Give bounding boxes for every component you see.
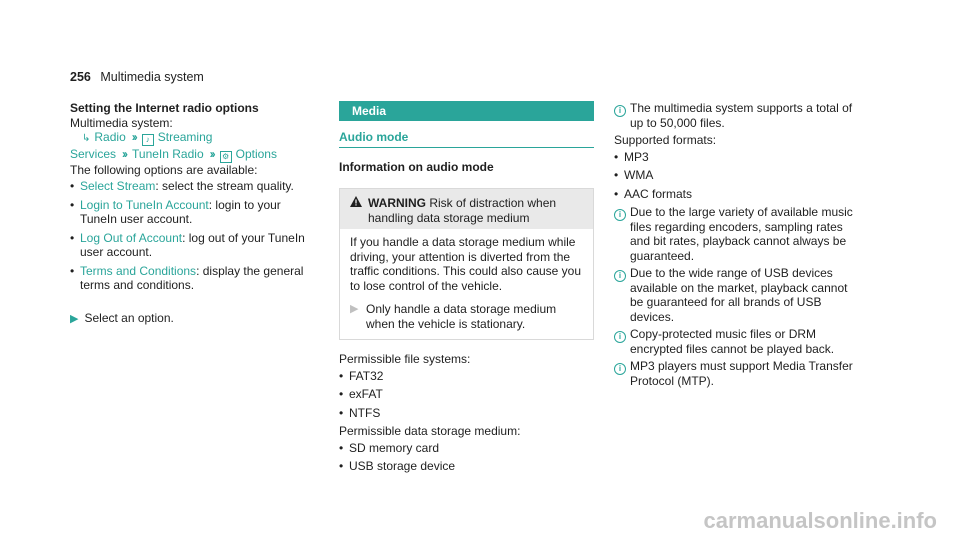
list-item: • exFAT xyxy=(339,387,594,402)
warning-risk: Risk of distraction when handling data storage medium xyxy=(368,196,557,225)
list-item: • AAC formats xyxy=(614,187,854,202)
path-tunein[interactable]: TuneIn Radio xyxy=(132,146,204,161)
page-header xyxy=(70,70,204,85)
option-desc: : select the stream quality. xyxy=(155,179,294,193)
option-link[interactable]: Select Stream xyxy=(80,179,156,193)
note-text: Due to the large variety of available music files regarding encoders, sampling rates and bit rates, playback cannot always be guaranteed. xyxy=(630,205,853,263)
warning-icon xyxy=(350,196,368,225)
formats-list xyxy=(614,150,854,202)
info-icon: i xyxy=(614,209,626,221)
path-services[interactable]: Services xyxy=(70,146,117,161)
list-item: • SD memory card xyxy=(339,441,594,456)
info-icon-wrap xyxy=(614,327,630,356)
note xyxy=(614,101,854,130)
list-item: • FAT32 xyxy=(339,369,594,384)
list-item xyxy=(70,264,310,293)
following-text: The following options are available: xyxy=(70,162,258,177)
info-title: Information on audio mode xyxy=(339,159,494,174)
list-item: • USB storage device xyxy=(339,459,594,474)
section-bar: Media xyxy=(339,101,594,121)
menu-path xyxy=(70,130,310,147)
path-radio[interactable]: Radio xyxy=(94,130,126,144)
streaming-icon: ♪ xyxy=(142,134,154,146)
warning-label: WARNING xyxy=(368,196,426,210)
path-streaming[interactable]: Streaming xyxy=(157,130,213,144)
warning-box xyxy=(339,188,594,340)
section-heading: Setting the Internet radio options xyxy=(70,101,259,115)
chevron-right-icon: ›› xyxy=(209,146,214,161)
warning-body xyxy=(340,229,593,339)
warning-action-text: Only handle a data storage medium when the vehicle is stationary. xyxy=(366,302,557,331)
note-text: Due to the wide range of USB devices available on the market, playback cannot be guaranteed for all brands of USB devices. xyxy=(630,266,848,324)
note-text: The multimedia system supports a total of up to 50,000 files. xyxy=(630,101,853,130)
warning-head-text xyxy=(368,196,583,225)
fs-list xyxy=(339,369,594,421)
list-item xyxy=(70,179,310,194)
list-item: • NTFS xyxy=(339,406,594,421)
info-icon-wrap xyxy=(614,101,630,130)
action-arrow-icon: ▶ xyxy=(70,312,79,325)
note xyxy=(614,359,854,388)
info-icon-wrap xyxy=(614,205,630,263)
subsection-heading: Audio mode xyxy=(339,130,594,148)
action-arrow-icon: ▶ xyxy=(350,303,359,315)
option-desc: : login to your TuneIn user account. xyxy=(80,197,281,226)
option-list xyxy=(70,179,310,293)
note-text: MP3 players must support Media Transfer Protocol (MTP). xyxy=(630,359,853,388)
info-icon: i xyxy=(614,363,626,375)
warning-header xyxy=(340,189,593,229)
option-link[interactable]: Login to TuneIn Account xyxy=(80,197,209,212)
watermark: carmanualsonline.info xyxy=(703,507,937,533)
list-item: • MP3 xyxy=(614,150,854,165)
chevron-right-icon: ›› xyxy=(131,130,136,144)
info-icon: i xyxy=(614,331,626,343)
option-link[interactable]: Log Out of Account xyxy=(80,230,183,245)
info-icon: i xyxy=(614,105,626,117)
warning-body-text: If you handle a data storage medium while driving, your attention is diverted from the traffic conditions. This could also cause you to lose control of the vehicle. xyxy=(350,235,582,293)
warning-action xyxy=(350,302,583,331)
info-icon-wrap xyxy=(614,359,630,388)
note xyxy=(614,327,854,356)
list-item xyxy=(70,231,310,260)
note-text: Copy-protected music files or DRM encrypted files cannot be played back. xyxy=(630,327,835,356)
action-step xyxy=(70,311,310,327)
path-options[interactable]: Options xyxy=(235,146,277,161)
chevron-right-icon: ›› xyxy=(122,146,127,161)
column-notes xyxy=(614,101,854,391)
menu-path-cont xyxy=(70,147,310,163)
fs-title: Permissible file systems: xyxy=(339,352,471,366)
option-desc: : log out of your TuneIn user account. xyxy=(80,230,305,259)
option-desc: : display the general terms and conditions. xyxy=(80,263,304,292)
intro-text: Multimedia system: xyxy=(70,115,173,130)
info-icon: i xyxy=(614,270,626,282)
formats-title: Supported formats: xyxy=(614,133,717,147)
gear-icon: ⚙ xyxy=(220,151,232,163)
chapter-title: Multimedia system xyxy=(100,70,204,84)
media-list xyxy=(339,441,594,474)
list-item xyxy=(70,198,310,227)
option-link[interactable]: Terms and Conditions xyxy=(80,263,197,278)
page-number: 256 xyxy=(70,70,91,84)
action-text: Select an option. xyxy=(84,310,174,325)
note xyxy=(614,205,854,263)
media-title: Permissible data storage medium: xyxy=(339,424,521,438)
column-internet-radio xyxy=(70,101,310,326)
path-arrow-icon: ↳ xyxy=(82,133,91,144)
column-media xyxy=(339,101,594,478)
info-icon-wrap xyxy=(614,266,630,324)
list-item: • WMA xyxy=(614,168,854,183)
note xyxy=(614,266,854,324)
